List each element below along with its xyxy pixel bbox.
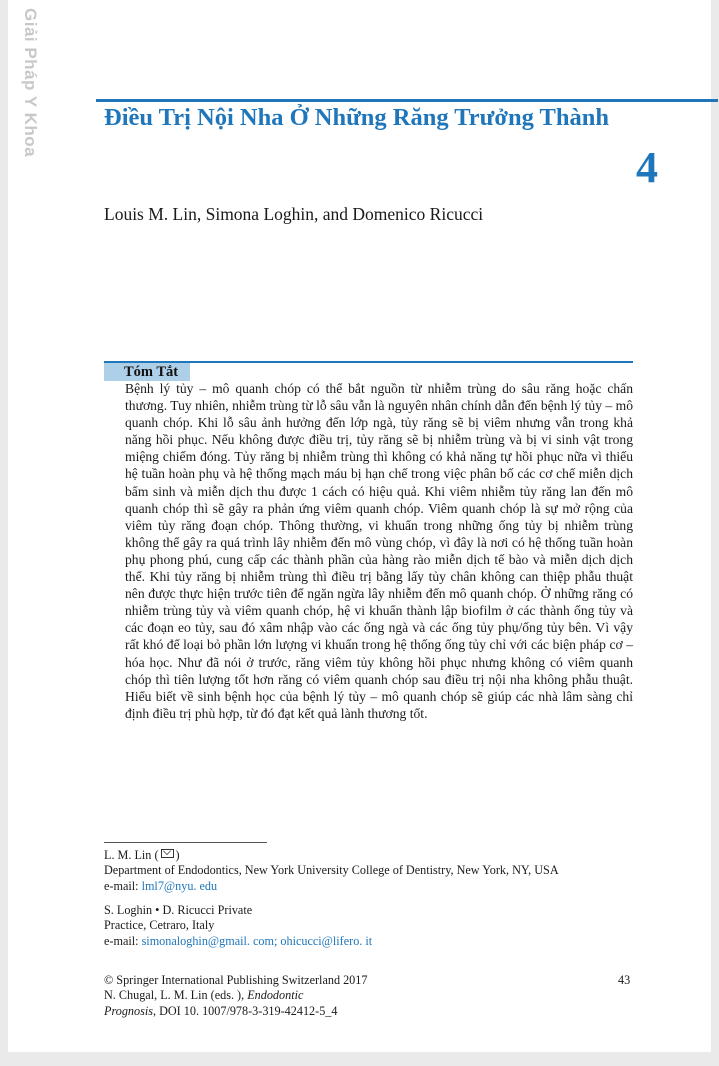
doi-line: Prognosis, DOI 10. 1007/978-3-319-42412-5_4 [104,1003,338,1018]
envelope-icon [161,849,174,858]
footnote-rule [104,842,267,843]
abstract-heading: Tóm Tắt [104,363,190,381]
footnote-author-2-affiliation: Practice, Cetraro, Italy [104,918,215,933]
book-title-part-2: Prognosis [104,1003,153,1018]
page [8,0,711,1052]
page-number: 43 [618,973,631,987]
footnote-author-2-names: S. Loghin • D. Ricucci Private [104,903,253,917]
copyright-line: © Springer International Publishing Switzerland 2017 [104,973,368,987]
top-rule [96,99,718,102]
footnote-author-2-email-line: e-mail: simonaloghin@gmail. com; ohicucci@lifero. it [104,933,373,948]
abstract-body: Bệnh lý tủy – mô quanh chóp có thể bắt nguồn từ nhiễm trùng do sâu răng hoặc chấn thương. Tuy nhiên, nhiễm trùng từ lỗ sâu vẫn là nguyên nhân chính dẫn đến bệnh lý tủy – mô quanh chóp. Khi lỗ sâu ảnh hưởng đến lớp ngà, tủy răng sẽ bị viêm nhưng vẫn trong khả năng hồi phục. Nếu không được điều trị, tủy răng sẽ bị nhiễm trùng và bị vi sinh vật trong miệng chiếm đóng. Tủy răng bị nhiễm trùng thì không có khả năng tự hồi phục nữa vì thiếu hệ tuần hoàn phụ và hệ thống mạch máu bị hạn chế trong việc phân bố các cơ chế miễn dịch bẩm sinh và miễn dịch thu được 1 cách có hiệu quả. Khi viêm nhiễm tủy răng lan đến mô quanh chóp thì sẽ gây ra phản ứng viêm quanh chóp. Viêm quanh chóp là sự mở rộng của viêm tủy răng đoạn chóp. Thông thường, vi khuẩn trong những ống tủy bị nhiễm trùng không thể gây ra quá trình lây nhiễm đến mô vùng chóp, vì đây là nơi có hệ thống tuần hoàn phụ phong phú, cung cấp các thành phần của hàng rào miễn dịch tế bào và miễn dịch dịch thể. Khi tủy răng bị nhiễm trùng thì điều trị bằng lấy tủy chân không can thiệp phẫu thuật nên được thực hiện trước tiên để ngăn ngừa lây nhiễm đến mô quanh chóp. Ở những răng có nhiễm trùng tủy và viêm quanh chóp, hệ vi khuẩn thành lập biofilm ở các thành ống tủy và các đoạn eo tủy, sau đó xâm nhập vào các ống ngà và các ống tủy phụ/ống tủy bên. Vì vậy rất khó để loại bỏ phần lớn lượng vi khuẩn trong hệ thống ống tủy chỉ với các biện pháp cơ – hóa học. Như đã nói ở trước, răng viêm tủy không hồi phục nhưng không có viêm quanh chóp thì tiên lượng tốt hơn răng có viêm quanh chóp sau điều trị nội nha không phẫu thuật. Hiểu biết về sinh bệnh học của bệnh lý tủy – mô quanh chóp sẽ giúp các nhà lâm sàng chỉ định điều trị phù hợp, từ đó đạt kết quả lành thương tốt. [125,381,633,721]
copyright-block [104,973,644,1019]
footnote-author-1-name: L. M. Lin ( ) [104,848,180,862]
footnote-author-1-email-line: e-mail: lml7@nyu. edu [104,878,218,893]
chapter-title: Điều Trị Nội Nha Ở Những Răng Trưởng Thành [104,104,609,131]
email-link-lin[interactable]: lml7@nyu. edu [141,878,218,893]
chapter-number: 4 [636,143,658,192]
footnote-author-2 [104,903,644,949]
book-title-part-1: Endodontic [247,988,304,1003]
email-link-loghin-ricucci[interactable]: simonaloghin@gmail. com; ohicucci@lifero. it [141,933,373,948]
footnote-author-1 [104,848,644,894]
watermark: Giải Pháp Y Khoa [21,8,40,158]
footnote-author-1-affiliation: Department of Endodontics, New York University College of Dentistry, New York, NY, USA [104,863,559,878]
chapter-authors: Louis M. Lin, Simona Loghin, and Domenico Ricucci [104,204,484,224]
book-citation-line: N. Chugal, L. M. Lin (eds. ), Endodontic [104,988,304,1003]
